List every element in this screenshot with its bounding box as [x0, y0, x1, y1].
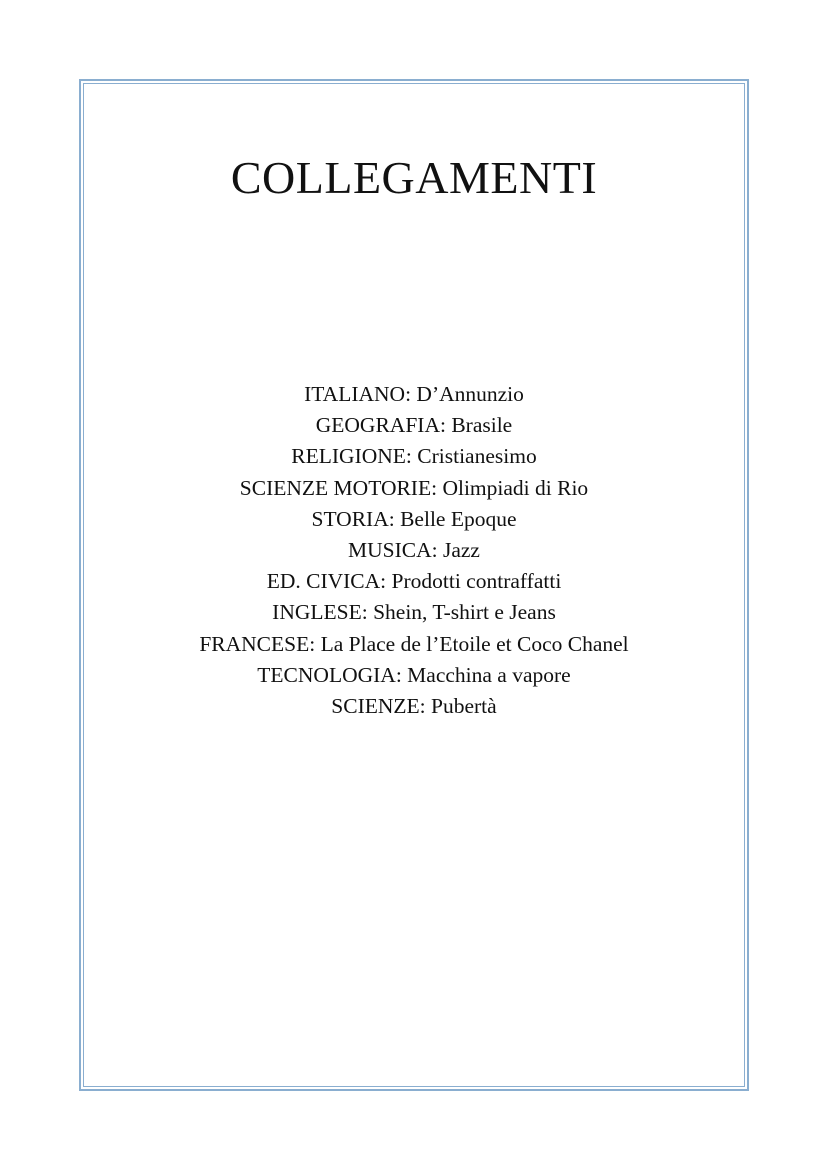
subject-link-geografia: GEOGRAFIA: Brasile — [315, 413, 513, 438]
page-title: COLLEGAMENTI — [230, 152, 598, 203]
subject-link-scienze: SCIENZE: Pubertà — [331, 694, 497, 719]
subject-link-italiano: ITALIANO: D’Annunzio — [304, 382, 524, 406]
subject-link-religione: RELIGIONE: Cristianesimo — [291, 444, 537, 469]
subject-link-francese: FRANCESE: La Place de l’Etoile et Coco Chanel — [199, 631, 629, 656]
subject-link-tecnologia: TECNOLOGIA: Macchina a vapore — [257, 662, 571, 687]
subject-link-ed-civica: ED. CIVICA: Prodotti contraffatti — [266, 569, 562, 594]
subject-link-scienze-motorie: SCIENZE MOTORIE: Olimpiadi di Rio — [239, 475, 589, 500]
subject-link-storia: STORIA: Belle Epoque — [311, 506, 517, 531]
subject-link-musica: MUSICA: Jazz — [348, 538, 480, 563]
page-border-inner — [83, 83, 745, 1087]
subject-links-list — [84, 379, 744, 722]
page-border — [79, 79, 749, 1091]
subject-link-inglese: INGLESE: Shein, T-shirt e Jeans — [272, 600, 556, 625]
